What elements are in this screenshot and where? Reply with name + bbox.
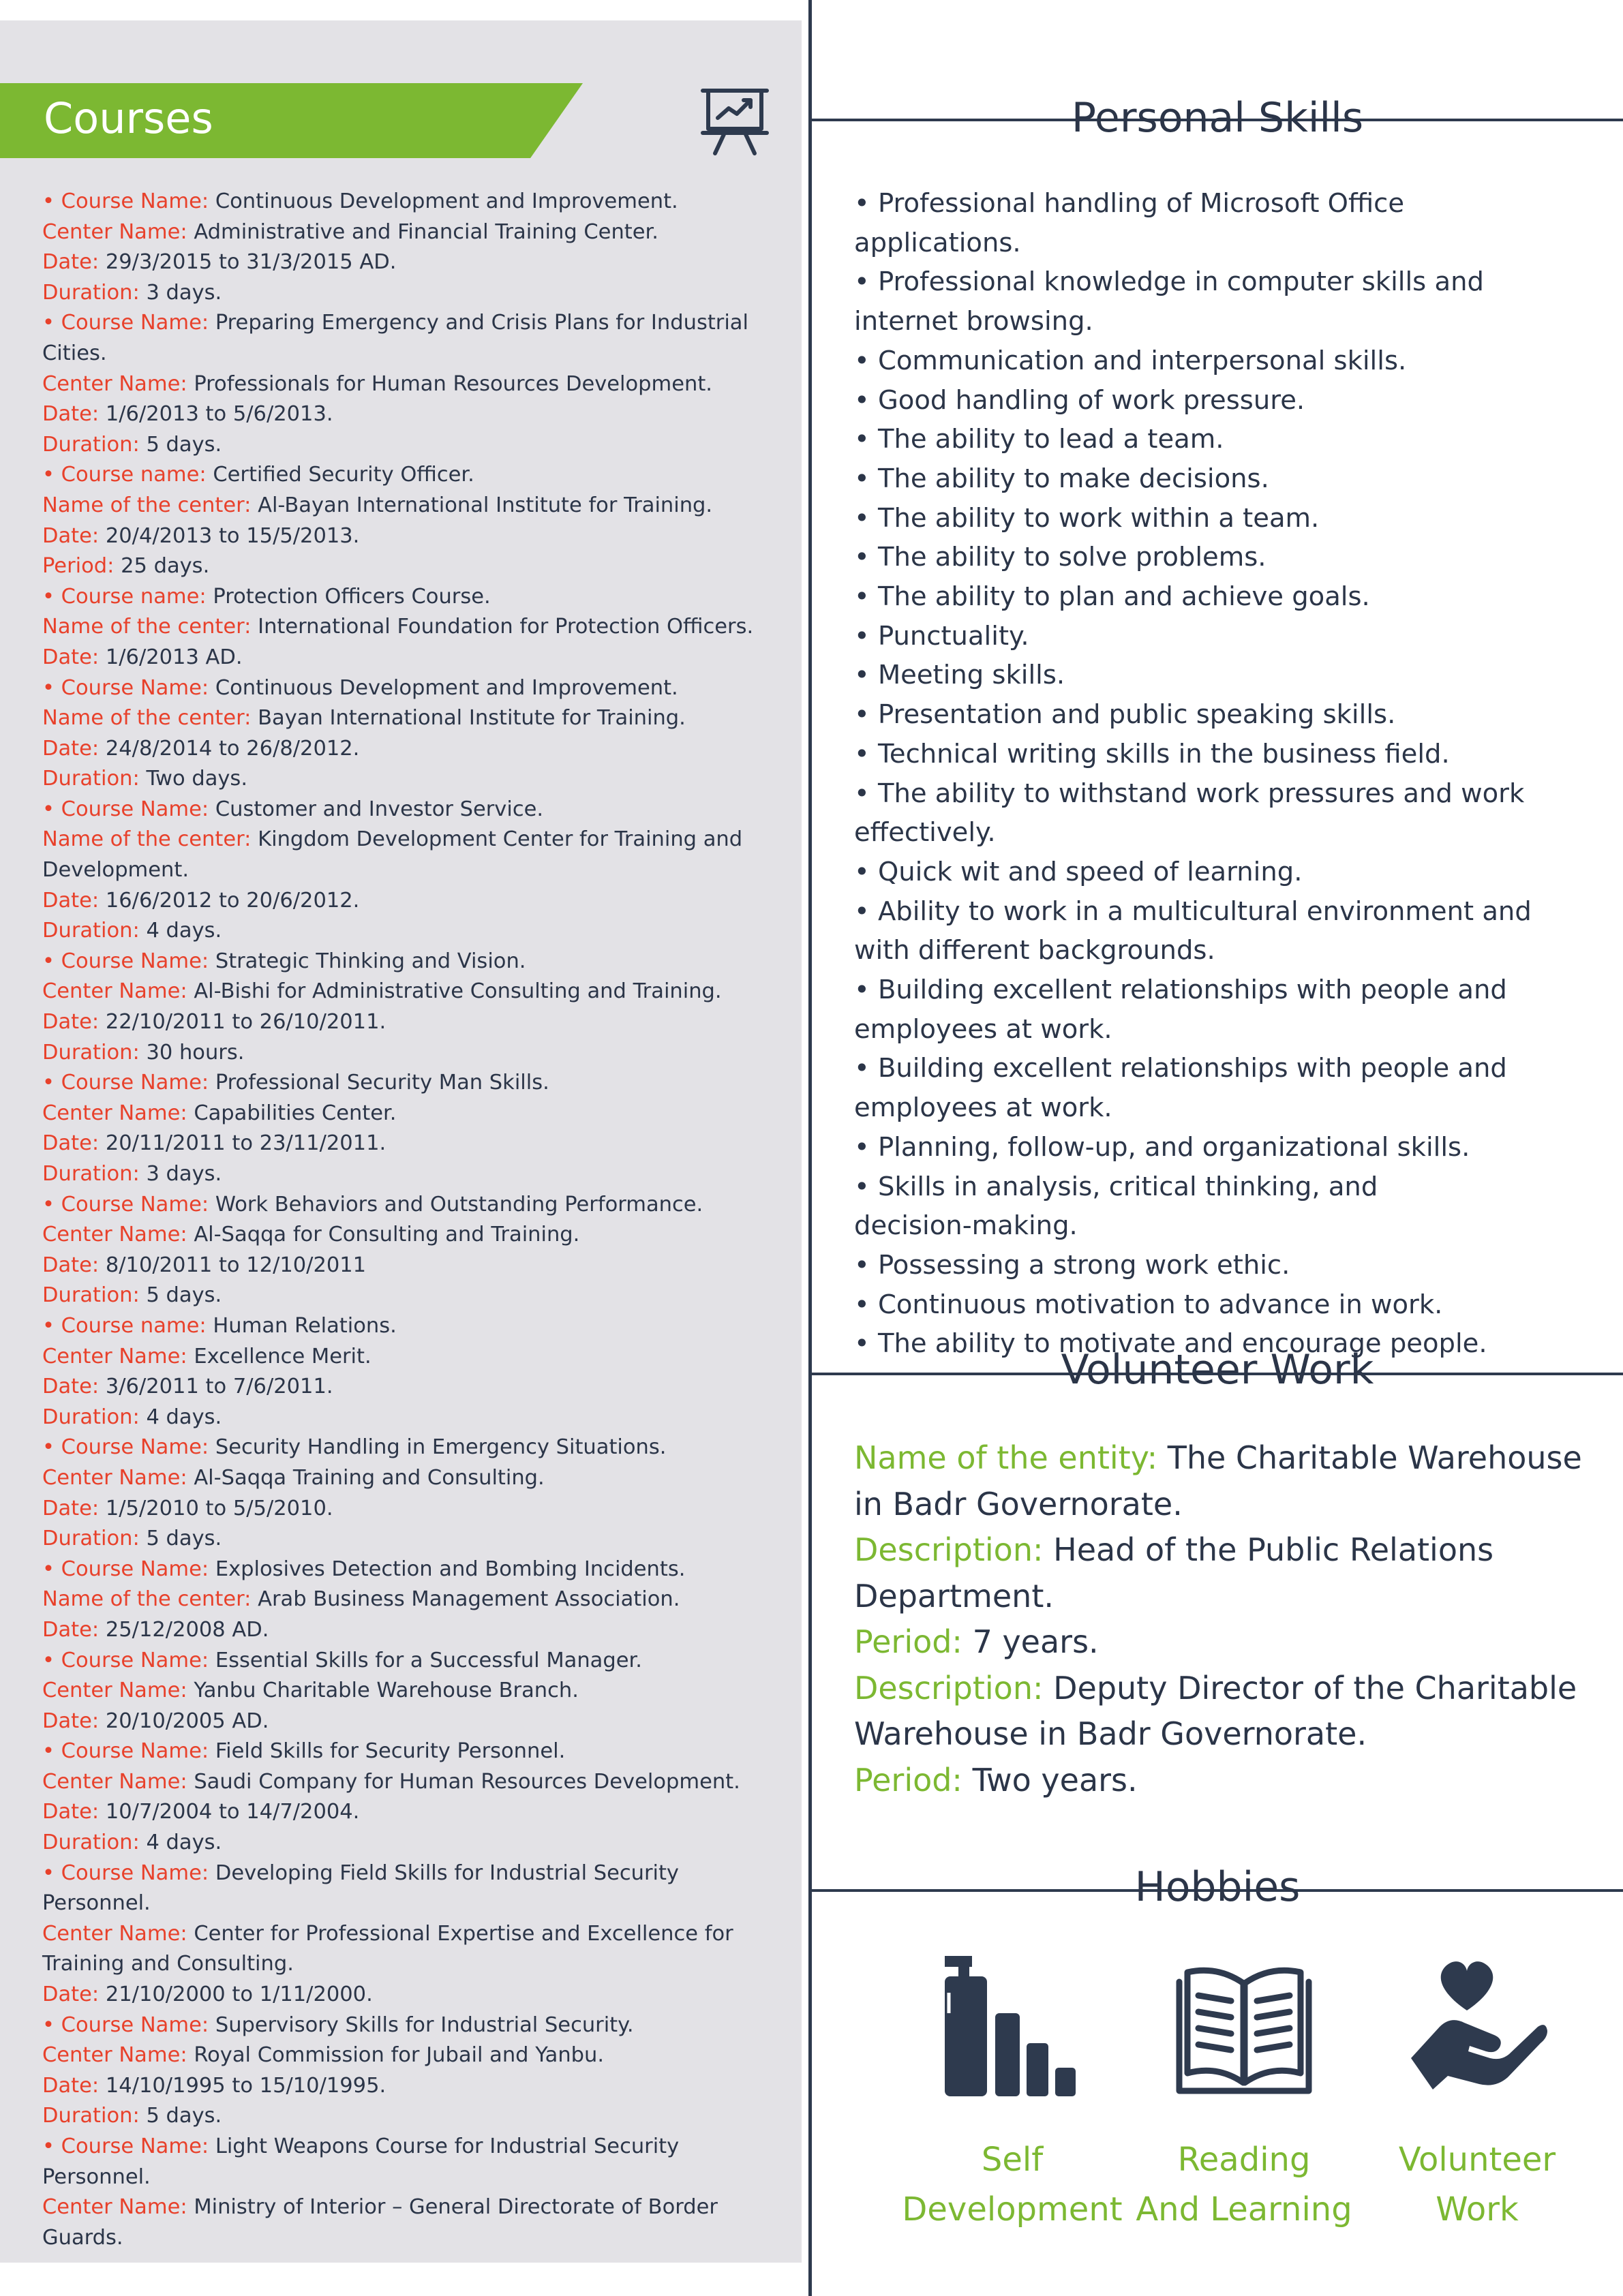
field-value: 1/6/2013 to 5/6/2013. [105, 402, 333, 427]
skill-line: • Planning, follow-up, and organizational skills. [854, 1131, 1470, 1163]
text-line [42, 1919, 772, 1950]
field-label: Center Name: [42, 2043, 194, 2068]
text-line [42, 1311, 772, 1342]
skill-line: employees at work. [854, 1013, 1112, 1045]
text-line [42, 2101, 772, 2132]
volunteer-title: Volunteer Work [1061, 1346, 1374, 1394]
text-line [42, 1646, 772, 1677]
skill-line: • Presentation and public speaking skills. [854, 699, 1396, 731]
text-line [42, 1888, 772, 1919]
field-label: Date: [42, 250, 106, 275]
field-label: Date: [42, 402, 106, 427]
field-value: 10/7/2004 to 14/7/2004. [105, 1800, 360, 1824]
skill-line: • Building excellent relationships with people and [854, 975, 1507, 1006]
field-value: Development. [42, 858, 189, 883]
text-line [854, 1666, 1597, 1712]
skill-line: • The ability to lead a team. [854, 424, 1224, 455]
field-value: Personnel. [42, 1891, 151, 1916]
field-label: • Course Name: [42, 1861, 215, 1885]
field-label: • Course Name: [42, 1648, 215, 1672]
field-label: Description: [854, 1669, 1054, 1706]
text-line [42, 1251, 772, 1281]
field-label: Center Name: [42, 371, 194, 396]
text-line [854, 1711, 1597, 1758]
skill-line: • Ability to work in a multicultural environment and [854, 896, 1532, 927]
text-line [42, 1068, 772, 1099]
text-line [42, 673, 772, 704]
text-line [42, 764, 772, 795]
text-line [42, 278, 772, 309]
field-value: 16/6/2012 to 20/6/2012. [105, 888, 360, 913]
text-line [42, 1797, 772, 1828]
field-value: Professional Security Man Skills. [215, 1071, 549, 1095]
field-label: Description: [854, 1531, 1054, 1568]
skill-line: • The ability to withstand work pressures and work [854, 778, 1525, 809]
field-value: 1/6/2013 AD. [105, 645, 243, 669]
text-line [854, 1527, 1597, 1574]
field-value: The Charitable Warehouse [1167, 1439, 1582, 1476]
field-label: Date: [42, 1496, 106, 1520]
text-line [42, 582, 772, 613]
field-label: • Course Name: [42, 2134, 215, 2158]
field-value: 25 days. [121, 554, 210, 579]
field-value: Warehouse in Badr Governorate. [854, 1715, 1367, 1752]
field-value: Center for Professional Expertise and Excellence for [194, 1921, 733, 1946]
skill-line: internet browsing. [854, 306, 1093, 337]
text-line [42, 612, 772, 643]
text-line [42, 1433, 772, 1463]
column-divider [808, 0, 812, 2296]
field-label: Date: [42, 1131, 106, 1156]
text-line [42, 1220, 772, 1251]
field-value: 5 days. [146, 1283, 222, 1308]
field-label: Period: [854, 1761, 973, 1798]
field-label: Center Name: [42, 1344, 194, 1368]
text-line [42, 1676, 772, 1706]
text-line [42, 1463, 772, 1494]
text-line [42, 369, 772, 400]
text-line [42, 977, 772, 1007]
field-value: Saudi Company for Human Resources Development. [194, 1769, 740, 1794]
text-line [42, 2162, 772, 2193]
text-line [42, 2132, 772, 2162]
field-value: Work Behaviors and Outstanding Performance. [215, 1192, 703, 1216]
text-line [42, 308, 772, 339]
field-label: Date: [42, 736, 106, 761]
skills-list [854, 184, 1590, 1364]
field-value: Two days. [146, 767, 248, 791]
field-label: Duration: [42, 2104, 147, 2128]
field-label: Duration: [42, 1040, 147, 1065]
field-value: Developing Field Skills for Industrial Security [215, 1861, 679, 1885]
text-line [42, 2040, 772, 2071]
field-value: 7 years. [972, 1623, 1099, 1660]
text-line [42, 1615, 772, 1646]
field-value: Training and Consulting. [42, 1952, 294, 1976]
field-value: Al-Bishi for Administrative Consulting and Training. [194, 979, 722, 1004]
text-line [42, 217, 772, 248]
field-value: Professionals for Human Resources Development. [194, 371, 712, 396]
text-line [42, 1858, 772, 1889]
field-label: Center Name: [42, 1921, 194, 1946]
text-line [42, 1828, 772, 1858]
field-value: 21/10/2000 to 1/11/2000. [105, 1983, 373, 2007]
skill-line: • The ability to solve problems. [854, 542, 1266, 573]
hobby-label-line: Development [902, 2190, 1123, 2229]
field-label: Date: [42, 523, 106, 548]
field-value: Protection Officers Course. [213, 584, 491, 609]
field-label: Date: [42, 1983, 106, 2007]
field-value: 25/12/2008 AD. [105, 1617, 269, 1642]
field-value: Essential Skills for a Successful Manager. [215, 1648, 642, 1672]
field-label: • Course Name: [42, 1557, 215, 1581]
skills-title: Personal Skills [1071, 94, 1364, 142]
field-label: Center Name: [42, 219, 194, 244]
field-value: Department. [854, 1577, 1054, 1614]
text-line [42, 855, 772, 886]
field-label: • Course Name: [42, 1739, 215, 1764]
courses-list [42, 187, 772, 2253]
text-line [854, 1758, 1597, 1804]
field-label: Duration: [42, 280, 147, 305]
presentation-board-icon [699, 85, 771, 157]
field-value: Al-Bayan International Institute for Training. [258, 493, 713, 517]
field-value: Yanbu Charitable Warehouse Branch. [194, 1679, 579, 1703]
field-value: Certified Security Officer. [213, 463, 474, 487]
text-line [854, 1482, 1597, 1528]
skill-line: • Good handling of work pressure. [854, 384, 1305, 416]
text-line [42, 491, 772, 521]
field-label: • Course name: [42, 1313, 213, 1338]
hobby-label-volunteer [1354, 2135, 1600, 2235]
field-label: Duration: [42, 1283, 147, 1308]
field-label: Date: [42, 888, 106, 913]
field-label: Center Name: [42, 1465, 194, 1490]
skill-line: • Skills in analysis, critical thinking, and [854, 1171, 1378, 1202]
field-label: • Course Name: [42, 797, 215, 821]
field-value: 4 days. [146, 919, 222, 943]
field-label: Center Name: [42, 1679, 194, 1703]
field-label: • Course Name: [42, 2012, 215, 2037]
text-line [42, 643, 772, 673]
text-line [42, 1494, 772, 1525]
field-value: Deputy Director of the Charitable [1053, 1669, 1577, 1706]
courses-title: Courses [44, 93, 213, 143]
field-label: • Course name: [42, 463, 213, 487]
text-line [42, 339, 772, 369]
text-line [42, 187, 772, 217]
field-value: 4 days. [146, 1405, 222, 1429]
field-value: 20/10/2005 AD. [105, 1709, 269, 1733]
field-value: Supervisory Skills for Industrial Security. [215, 2012, 634, 2037]
text-line [42, 1342, 772, 1373]
field-label: • Course name: [42, 584, 213, 609]
field-value: Customer and Investor Service. [215, 797, 544, 821]
field-value: Continuous Development and Improvement. [215, 189, 678, 213]
field-label: Center Name: [42, 1101, 194, 1125]
hobbies-title: Hobbies [1134, 1863, 1301, 1911]
skill-line: • Technical writing skills in the business field. [854, 738, 1450, 769]
field-value: 5 days. [146, 2104, 222, 2128]
text-line [42, 947, 772, 977]
skill-line: • The ability to plan and achieve goals. [854, 581, 1370, 613]
field-label: Period: [42, 554, 121, 579]
text-line [42, 886, 772, 917]
field-value: Arab Business Management Association. [258, 1587, 680, 1612]
field-value: 3 days. [146, 280, 222, 305]
field-value: 20/4/2013 to 15/5/2013. [105, 523, 360, 548]
field-value: Cities. [42, 341, 107, 365]
skill-line: • The ability to motivate and encourage people. [854, 1328, 1487, 1360]
field-label: Duration: [42, 1831, 147, 1855]
field-value: 29/3/2015 to 31/3/2015 AD. [105, 250, 397, 275]
field-label: Duration: [42, 767, 147, 791]
text-line [854, 1574, 1597, 1620]
text-line [854, 1619, 1597, 1666]
text-line [42, 1190, 772, 1221]
heart-hand-icon [1407, 1956, 1550, 2099]
field-value: Strategic Thinking and Vision. [215, 949, 526, 973]
field-value: Capabilities Center. [194, 1101, 397, 1125]
field-label: • Course Name: [42, 1435, 215, 1460]
skill-line: • Punctuality. [854, 620, 1029, 652]
text-line [42, 1099, 772, 1129]
field-value: Preparing Emergency and Crisis Plans for Industrial [215, 311, 748, 335]
field-value: 1/5/2010 to 5/5/2010. [105, 1496, 333, 1520]
text-line [42, 1585, 772, 1615]
field-label: • Course Name: [42, 189, 215, 213]
field-value: Al-Saqqa for Consulting and Training. [194, 1223, 580, 1247]
field-value: Explosives Detection and Bombing Incidents. [215, 1557, 686, 1581]
skill-line: • Meeting skills. [854, 660, 1065, 691]
field-value: Continuous Development and Improvement. [215, 675, 678, 700]
field-label: • Course Name: [42, 311, 215, 335]
field-label: Center Name: [42, 1223, 194, 1247]
field-label: Date: [42, 1010, 106, 1035]
text-line [42, 460, 772, 491]
field-value: Ministry of Interior – General Directorate of Border [194, 2195, 718, 2220]
field-value: 3 days. [146, 1162, 222, 1186]
hobby-label-line: Volunteer [1398, 2141, 1556, 2179]
field-value: 8/10/2011 to 12/10/2011 [105, 1253, 367, 1277]
field-value: 5 days. [146, 1527, 222, 1551]
field-value: Al-Saqqa Training and Consulting. [194, 1465, 545, 1490]
field-label: Name of the center: [42, 493, 258, 517]
text-line [42, 1949, 772, 1980]
field-label: • Course Name: [42, 1071, 215, 1095]
field-value: Light Weapons Course for Industrial Security [215, 2134, 680, 2158]
text-line [42, 521, 772, 552]
field-label: Date: [42, 1709, 106, 1733]
field-label: Duration: [42, 1405, 147, 1429]
field-label: Center Name: [42, 979, 194, 1004]
field-label: Duration: [42, 1162, 147, 1186]
field-label: Name of the entity: [854, 1439, 1168, 1476]
volunteer-details [854, 1435, 1597, 1803]
skill-line: • The ability to work within a team. [854, 502, 1320, 534]
field-value: Security Handling in Emergency Situations. [215, 1435, 667, 1460]
text-line [42, 1372, 772, 1403]
field-value: 20/11/2011 to 23/11/2011. [105, 1131, 386, 1156]
text-line [42, 2223, 772, 2254]
skill-line: • Possessing a strong work ethic. [854, 1249, 1290, 1281]
text-line [854, 1435, 1597, 1482]
field-value: Kingdom Development Center for Training and [258, 827, 743, 852]
hobby-label-line: Work [1436, 2190, 1519, 2229]
field-value: 30 hours. [146, 1040, 245, 1065]
skill-line: • Building excellent relationships with people and [854, 1053, 1507, 1084]
hobby-label-line: Reading [1177, 2141, 1311, 2179]
field-label: • Course Name: [42, 949, 215, 973]
field-value: in Badr Governorate. [854, 1485, 1183, 1522]
text-line [42, 703, 772, 734]
text-line [42, 1159, 772, 1190]
field-value: Two years. [972, 1761, 1138, 1798]
text-line [42, 1403, 772, 1433]
field-label: Duration: [42, 432, 147, 457]
field-value: 3/6/2011 to 7/6/2011. [105, 1375, 333, 1399]
text-line [42, 1767, 772, 1798]
field-value: 24/8/2014 to 26/8/2012. [105, 736, 360, 761]
field-value: International Foundation for Protection Officers. [258, 615, 754, 639]
field-value: Guards. [42, 2225, 123, 2250]
field-label: Date: [42, 1375, 106, 1399]
field-value: Field Skills for Security Personnel. [215, 1739, 566, 1764]
field-label: Duration: [42, 919, 147, 943]
skill-line: applications. [854, 227, 1021, 258]
skill-line: • Professional handling of Microsoft Office [854, 188, 1405, 219]
field-value: Royal Commission for Jubail and Yanbu. [194, 2043, 605, 2068]
skill-line: • Continuous motivation to advance in work. [854, 1289, 1443, 1320]
field-label: Duration: [42, 1527, 147, 1551]
text-line [42, 1129, 772, 1159]
text-line [42, 2010, 772, 2041]
field-value: Bayan International Institute for Training. [258, 706, 686, 731]
field-value: 5 days. [146, 432, 222, 457]
field-label: Date: [42, 2073, 106, 2098]
text-line [42, 1706, 772, 1737]
field-label: Name of the center: [42, 706, 258, 731]
field-value: Head of the Public Relations [1053, 1531, 1494, 1568]
field-value: 4 days. [146, 1831, 222, 1855]
field-value: Human Relations. [213, 1313, 397, 1338]
skill-line: effectively. [854, 817, 996, 848]
field-value: 14/10/1995 to 15/10/1995. [105, 2073, 386, 2098]
text-line [42, 247, 772, 278]
field-value: Personnel. [42, 2164, 151, 2189]
text-line [42, 2192, 772, 2223]
text-line [42, 1555, 772, 1585]
field-label: Center Name: [42, 2195, 194, 2220]
field-label: Period: [854, 1623, 973, 1660]
skill-line: • Professional knowledge in computer skills and [854, 266, 1484, 298]
text-line [42, 430, 772, 461]
text-line [42, 2071, 772, 2102]
hobby-label-line: Self [981, 2141, 1044, 2179]
text-line [42, 795, 772, 825]
text-line [42, 1980, 772, 2010]
hobby-label-line: And Learning [1136, 2190, 1352, 2229]
field-value: Administrative and Financial Training Center. [194, 219, 658, 244]
field-label: Name of the center: [42, 615, 258, 639]
skill-line: with different backgrounds. [854, 935, 1215, 966]
text-line [42, 1736, 772, 1767]
text-line [42, 1524, 772, 1555]
hobby-label-self-development [890, 2135, 1135, 2235]
text-line [42, 1281, 772, 1311]
text-line [42, 916, 772, 947]
field-value: Excellence Merit. [194, 1344, 371, 1368]
skill-line: • Communication and interpersonal skills. [854, 345, 1407, 376]
text-line [42, 734, 772, 765]
field-label: Date: [42, 1253, 106, 1277]
field-label: Center Name: [42, 1769, 194, 1794]
text-line [42, 399, 772, 430]
text-line [42, 1038, 772, 1069]
skill-line: • Quick wit and speed of learning. [854, 856, 1303, 887]
skill-line: decision-making. [854, 1210, 1078, 1242]
field-value: 22/10/2011 to 26/10/2011. [105, 1010, 386, 1035]
open-book-icon [1172, 1956, 1316, 2099]
text-line [42, 825, 772, 855]
text-line [42, 1007, 772, 1038]
skill-line: employees at work. [854, 1092, 1112, 1124]
skill-line: • The ability to make decisions. [854, 463, 1269, 494]
field-label: Date: [42, 1617, 106, 1642]
growth-chart-icon [941, 1956, 1084, 2099]
hobby-label-reading [1121, 2135, 1367, 2235]
field-label: Name of the center: [42, 827, 258, 852]
field-label: • Course Name: [42, 675, 215, 700]
field-label: Name of the center: [42, 1587, 258, 1612]
field-label: Date: [42, 1800, 106, 1824]
field-label: Date: [42, 645, 106, 669]
field-label: • Course Name: [42, 1192, 215, 1216]
text-line [42, 551, 772, 582]
